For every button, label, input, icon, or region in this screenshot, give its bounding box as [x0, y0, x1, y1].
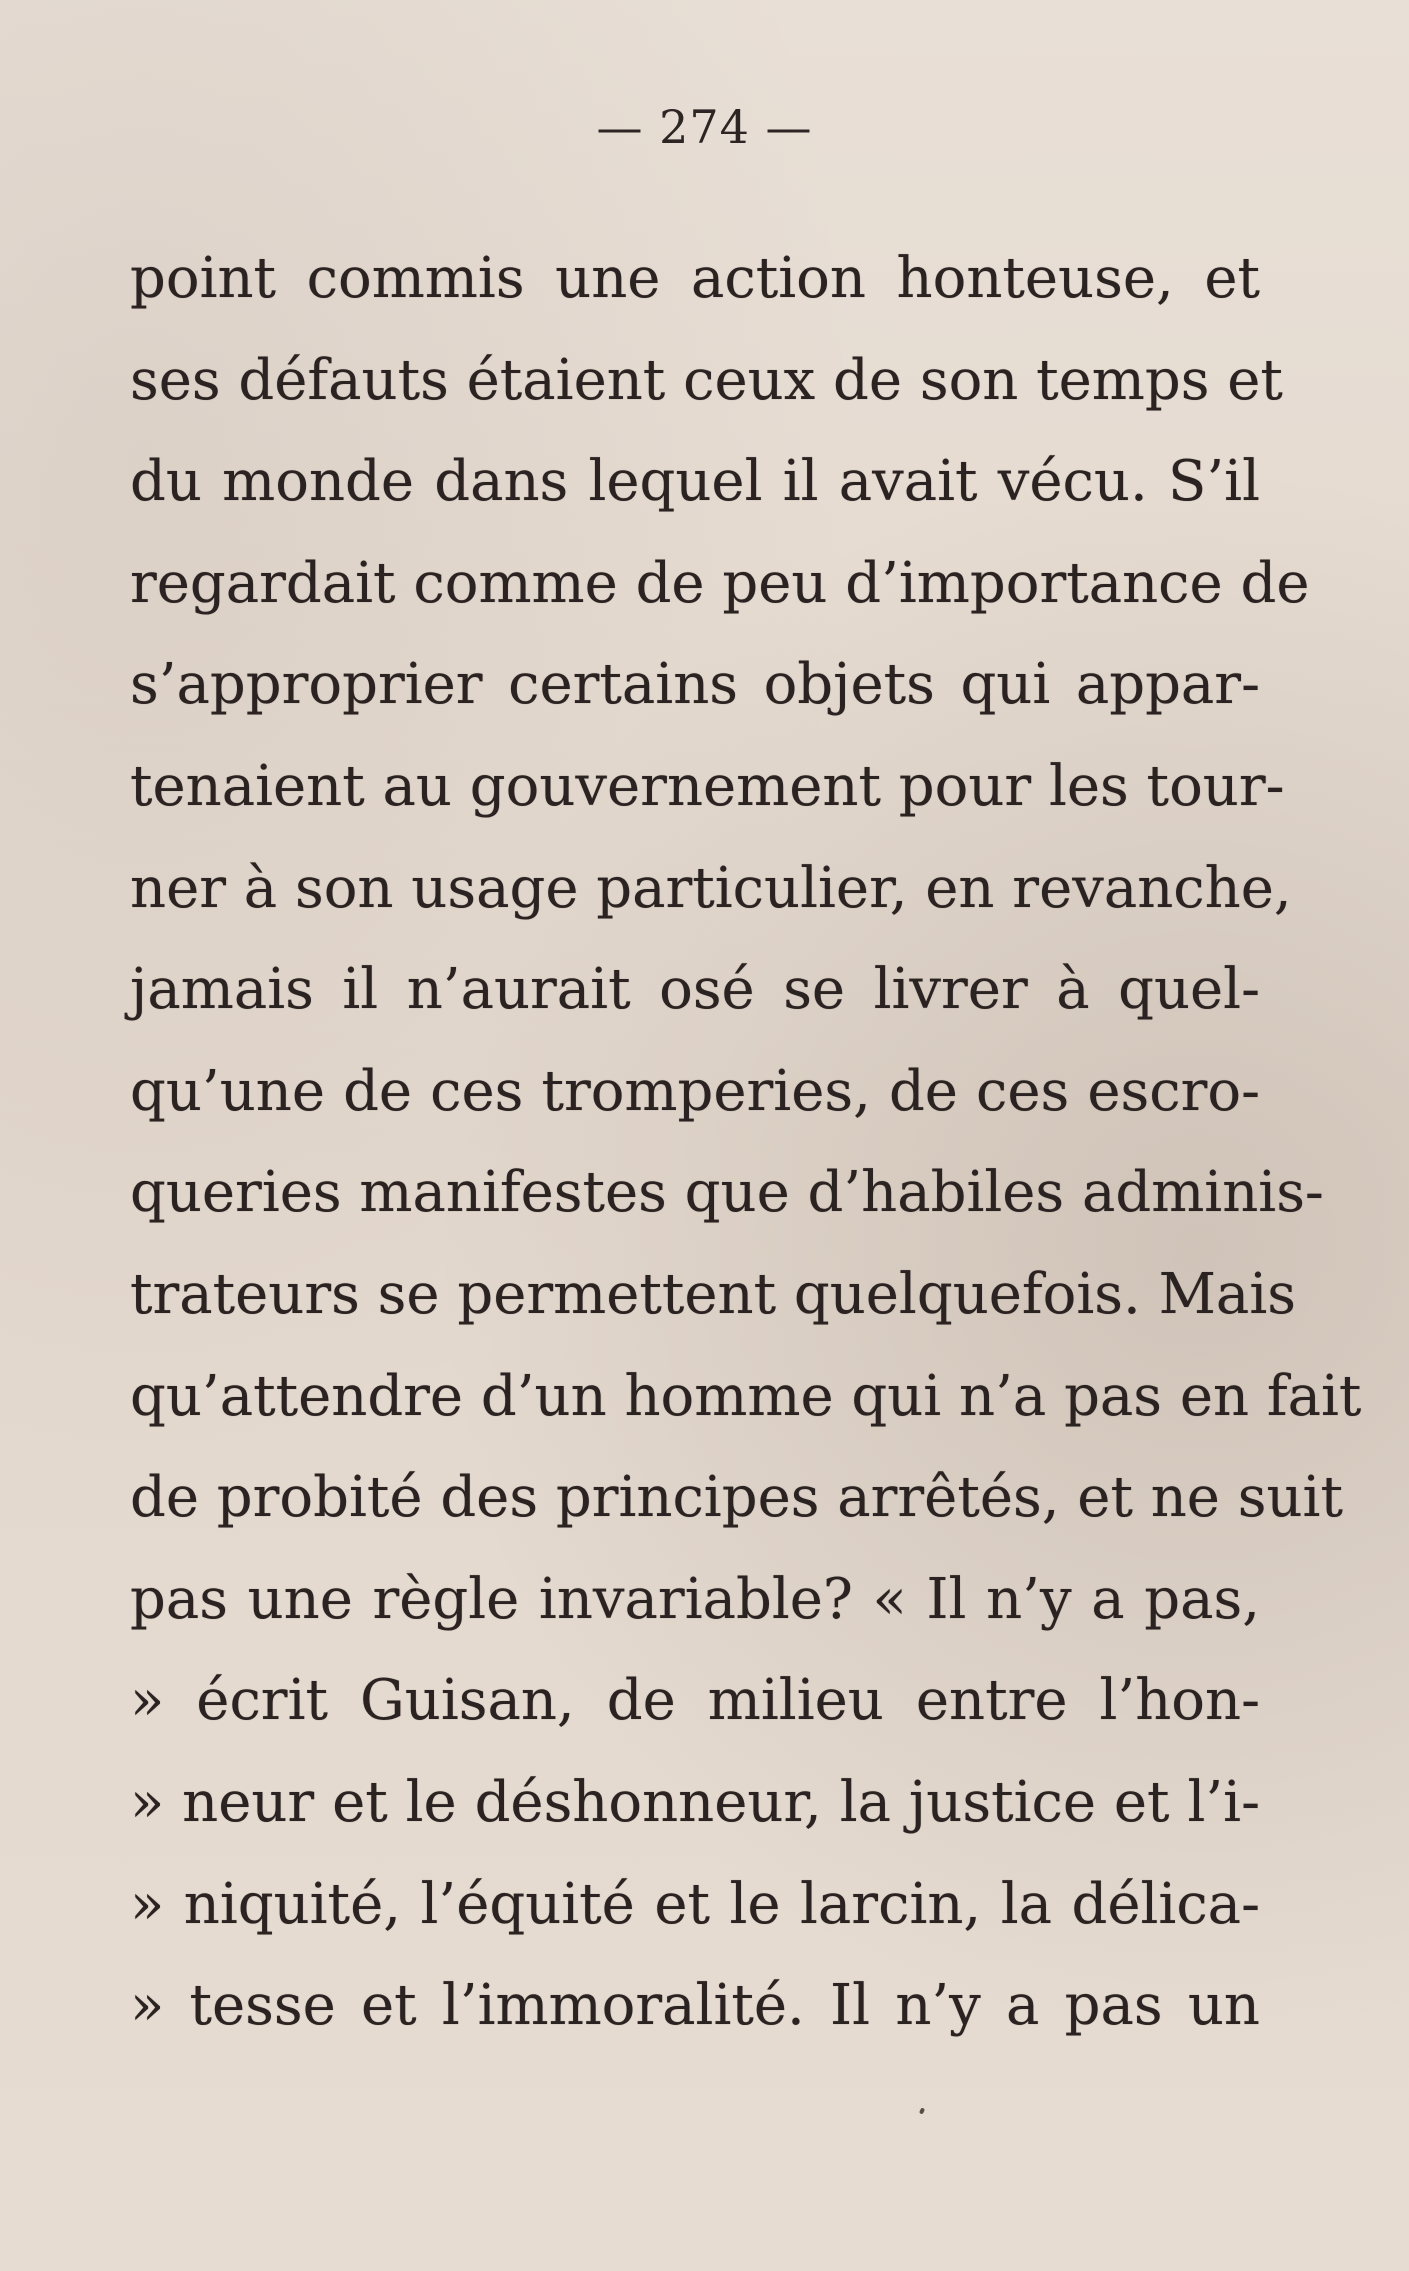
- text-line: trateurs se permettent quelquefois. Mais: [130, 1261, 1296, 1327]
- text-line: s’approprier certains objets qui appar-: [130, 652, 1260, 718]
- text-line: » niquité, l’équité et le larcin, la délica-: [130, 1871, 1260, 1937]
- text-line: » neur et le déshonneur, la justice et l’i-: [130, 1769, 1260, 1835]
- body-text: [130, 228, 1362, 2057]
- text-line: qu’attendre d’un homme qui n’a pas en fait: [130, 1363, 1362, 1429]
- text-line: queries manifestes que d’habiles adminis-: [130, 1160, 1324, 1226]
- text-line: qu’une de ces tromperies, de ces escro-: [130, 1058, 1260, 1124]
- text-line: de probité des principes arrêtés, et ne suit: [130, 1465, 1343, 1531]
- text-line: regardait comme de peu d’importance de: [130, 550, 1310, 616]
- text-line: ses défauts étaient ceux de son temps et: [130, 347, 1283, 413]
- page-number: — 274 —: [596, 100, 813, 154]
- text-line: ner à son usage particulier, en revanche,: [130, 855, 1292, 921]
- ink-speck: [919, 2107, 925, 2114]
- text-line: jamais il n’aurait osé se livrer à quel-: [130, 957, 1260, 1023]
- text-line: du monde dans lequel il avait vécu. S’il: [130, 449, 1260, 515]
- text-line: » tesse et l’immoralité. Il n’y a pas un: [130, 1973, 1260, 2039]
- text-line: point commis une action honteuse, et: [130, 246, 1260, 311]
- text-line: pas une règle invariable? « Il n’y a pas,: [130, 1566, 1260, 1632]
- text-line: » écrit Guisan, de milieu entre l’hon-: [130, 1668, 1260, 1734]
- text-line: tenaient au gouvernement pour les tour-: [130, 753, 1285, 819]
